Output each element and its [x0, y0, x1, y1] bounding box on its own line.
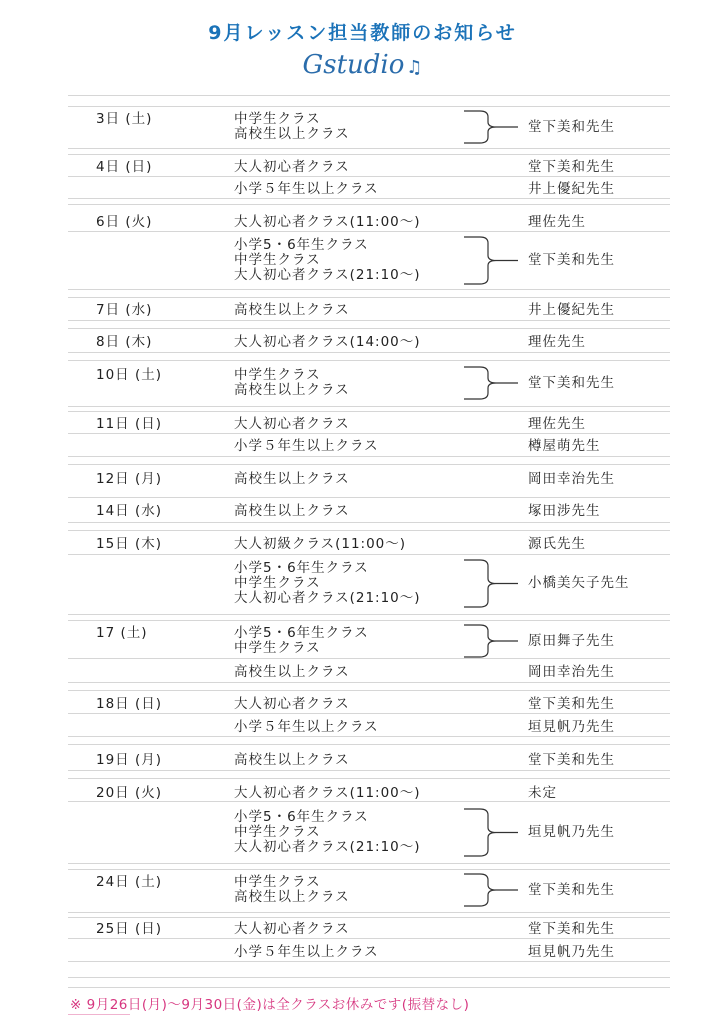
- teacher-name: 堂下美和先生: [528, 252, 615, 268]
- class-list: [234, 561, 421, 606]
- class-name: 大人初心者クラス(11:00～): [234, 214, 421, 230]
- group-brace-icon: [462, 110, 520, 144]
- class-list: [234, 537, 406, 552]
- teacher-name: 堂下美和先生: [528, 752, 615, 768]
- class-name: 中学生クラス: [234, 367, 321, 383]
- class-list: [234, 786, 421, 801]
- class-name: 小学5・6年生クラス: [234, 237, 369, 253]
- teacher-name: 塚田涉先生: [528, 503, 601, 519]
- page-title: 9月レッスン担当教師のお知らせ: [208, 22, 517, 44]
- class-list: [234, 182, 379, 197]
- class-name: 高校生以上クラス: [234, 503, 350, 519]
- footnote-underline: [68, 1014, 130, 1015]
- class-name: 中学生クラス: [234, 640, 321, 656]
- lesson-date: 4日 (日): [96, 159, 153, 175]
- class-name: 小学５年生以上クラス: [234, 181, 379, 197]
- lesson-date: 25日 (日): [96, 921, 163, 937]
- class-name: 小学5・6年生クラス: [234, 625, 369, 641]
- class-list: [234, 303, 350, 318]
- lesson-date: 19日 (月): [96, 752, 163, 768]
- class-list: [234, 665, 350, 680]
- group-brace-icon: [462, 366, 520, 400]
- class-list: [234, 472, 350, 487]
- logo-text: Gstudio: [302, 50, 405, 80]
- class-list: [234, 810, 421, 855]
- class-name: 中学生クラス: [234, 252, 321, 268]
- lesson-date: 18日 (日): [96, 696, 163, 712]
- teacher-name: 岡田幸治先生: [528, 664, 615, 680]
- teacher-name: 垣見帆乃先生: [528, 944, 615, 960]
- class-list: [234, 875, 350, 905]
- class-name: 小学５年生以上クラス: [234, 438, 379, 454]
- class-list: [234, 753, 350, 768]
- class-list: [234, 112, 350, 142]
- lesson-date: 3日 (土): [96, 111, 153, 127]
- class-name: 大人初心者クラス(21:10～): [234, 267, 421, 283]
- teacher-name: 堂下美和先生: [528, 159, 615, 175]
- class-list: [234, 439, 379, 454]
- class-name: 中学生クラス: [234, 575, 321, 591]
- class-list: [234, 626, 369, 656]
- class-name: 高校生以上クラス: [234, 889, 350, 905]
- lesson-date: 17 (土): [96, 625, 148, 641]
- teacher-name: 小橋美矢子先生: [528, 575, 630, 591]
- group-brace-icon: [462, 236, 520, 285]
- teacher-name: 井上優紀先生: [528, 181, 615, 197]
- class-list: [234, 922, 350, 937]
- teacher-name: 未定: [528, 785, 557, 801]
- teacher-name: 垣見帆乃先生: [528, 719, 615, 735]
- lesson-date: 20日 (火): [96, 785, 163, 801]
- teacher-name: 理佐先生: [528, 416, 586, 432]
- class-name: 大人初心者クラス(14:00～): [234, 334, 421, 350]
- class-name: 小学5・6年生クラス: [234, 560, 369, 576]
- class-name: 大人初心者クラス: [234, 159, 350, 175]
- class-name: 小学５年生以上クラス: [234, 944, 379, 960]
- teacher-name: 理佐先生: [528, 214, 586, 230]
- class-name: 中学生クラス: [234, 874, 321, 890]
- lesson-date: 15日 (木): [96, 536, 163, 552]
- lesson-date: 6日 (火): [96, 214, 153, 230]
- class-name: 高校生以上クラス: [234, 126, 350, 142]
- class-list: [234, 238, 421, 283]
- teacher-name: 垣見帆乃先生: [528, 824, 615, 840]
- class-name: 高校生以上クラス: [234, 382, 350, 398]
- class-list: [234, 160, 350, 175]
- teacher-name: 樽屋萌先生: [528, 438, 601, 454]
- class-list: [234, 697, 350, 712]
- teacher-name: 源氏先生: [528, 536, 586, 552]
- class-list: [234, 945, 379, 960]
- class-list: [234, 215, 421, 230]
- class-name: 大人初心者クラス: [234, 416, 350, 432]
- teacher-name: 堂下美和先生: [528, 881, 615, 898]
- class-name: 大人初心者クラス: [234, 696, 350, 712]
- group-brace-icon: [462, 873, 520, 907]
- class-name: 高校生以上クラス: [234, 752, 350, 768]
- lesson-date: 8日 (木): [96, 334, 153, 350]
- teacher-name: 原田舞子先生: [528, 632, 615, 649]
- class-name: 高校生以上クラス: [234, 471, 350, 487]
- class-name: 高校生以上クラス: [234, 664, 350, 680]
- class-list: [234, 720, 379, 735]
- teacher-name: 井上優紀先生: [528, 302, 615, 318]
- teacher-name: 堂下美和先生: [528, 118, 615, 135]
- group-brace-icon: [462, 808, 520, 857]
- lesson-date: 10日 (土): [96, 367, 163, 383]
- teacher-name: 岡田幸治先生: [528, 471, 615, 487]
- teacher-name: 堂下美和先生: [528, 696, 615, 712]
- lesson-date: 24日 (土): [96, 874, 163, 890]
- class-name: 大人初心者クラス(21:10～): [234, 590, 421, 606]
- class-name: 高校生以上クラス: [234, 302, 350, 318]
- class-name: 小学5・6年生クラス: [234, 809, 369, 825]
- class-name: 大人初心者クラス(21:10～): [234, 839, 421, 855]
- music-note-icon: ♫: [406, 57, 423, 78]
- lesson-date: 7日 (水): [96, 302, 153, 318]
- class-name: 大人初心者クラス: [234, 921, 350, 937]
- lesson-date: 12日 (月): [96, 471, 163, 487]
- class-name: 大人初級クラス(11:00～): [234, 536, 407, 552]
- group-brace-icon: [462, 624, 520, 658]
- lesson-date: 11日 (日): [96, 416, 163, 432]
- class-name: 中学生クラス: [234, 111, 321, 127]
- lesson-date: 14日 (水): [96, 503, 163, 519]
- class-list: [234, 504, 350, 519]
- class-name: 小学５年生以上クラス: [234, 719, 379, 735]
- class-list: [234, 368, 350, 398]
- teacher-name: 堂下美和先生: [528, 921, 615, 937]
- teacher-name: 理佐先生: [528, 334, 586, 350]
- teacher-name: 堂下美和先生: [528, 374, 615, 391]
- class-name: 中学生クラス: [234, 824, 321, 840]
- holiday-footnote: ※ 9月26日(月)～9月30日(金)は全クラスお休みです(振替なし): [70, 997, 470, 1013]
- class-name: 大人初心者クラス(11:00～): [234, 785, 421, 801]
- class-list: [234, 335, 421, 350]
- group-brace-icon: [462, 559, 520, 608]
- class-list: [234, 417, 350, 432]
